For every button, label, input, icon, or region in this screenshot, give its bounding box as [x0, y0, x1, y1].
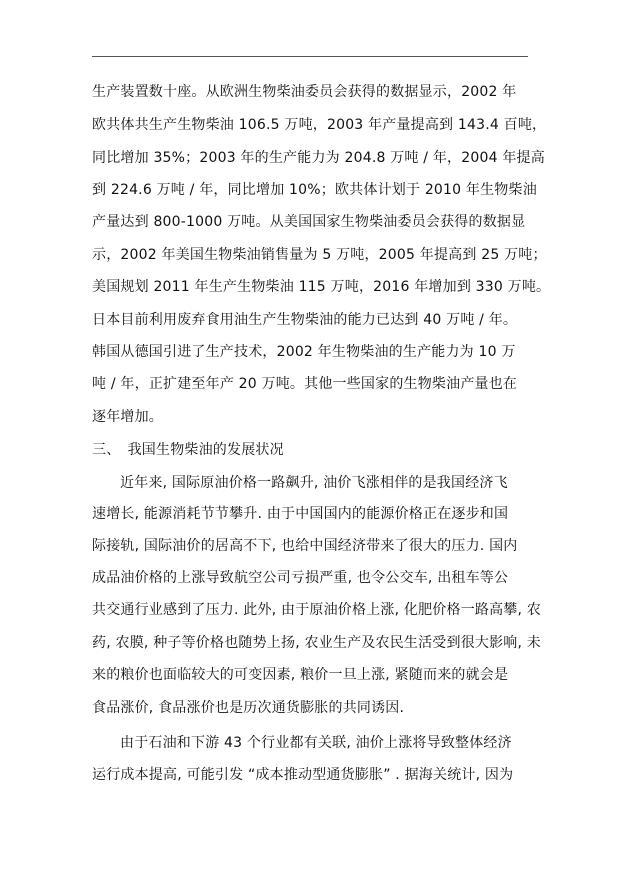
paragraph-line: 食品涨价, 食品涨价也是历次通货膨胀的共同诱因.	[92, 700, 405, 716]
paragraph-line: 生产装置数十座。从欧洲生物柴油委员会获得的数据显示，2002 年	[92, 84, 517, 100]
paragraph-line: 药, 农膜, 种子等价格也随势上扬, 农业生产及农民生活受到很大影响, 未	[92, 635, 541, 651]
paragraph-line: 由于石油和下游 43 个行业都有关联, 油价上涨将导致整体经济	[120, 735, 512, 751]
paragraph-line: 日本目前利用废弃食用油生产生物柴油的能力已达到 40 万吨 / 年。	[92, 312, 518, 328]
paragraph-line: 示，2002 年美国生物柴油销售量为 5 万吨，2005 年提高到 25 万吨；	[92, 247, 547, 263]
section-heading: 三、 我国生物柴油的发展状况	[92, 442, 284, 458]
paragraph-line: 来的粮价也面临较大的可变因素, 粮价一旦上涨, 紧随而来的就会是	[92, 667, 509, 683]
paragraph-line: 运行成本提高, 可能引发 “成本推动型通货膨胀” . 据海关统计, 因为	[92, 767, 514, 783]
paragraph-line: 同比增加 35%；2003 年的生产能力为 204.8 万吨 / 年，2004 年提高	[92, 150, 545, 166]
paragraph-line: 产量达到 800-1000 万吨。从美国国家生物柴油委员会获得的数据显	[92, 214, 526, 230]
paragraph-line: 共交通行业感到了压力. 此外, 由于原油价格上涨, 化肥价格一路高攀, 农	[92, 602, 541, 618]
paragraph-line: 美国规划 2011 年生产生物柴油 115 万吨，2016 年增加到 330 万吨。	[92, 279, 551, 295]
paragraph-line: 逐年增加。	[92, 409, 163, 425]
paragraph-line: 际接轨, 国际油价的居高不下, 也给中国经济带来了很大的压力. 国内	[92, 538, 518, 554]
paragraph-line: 吨 / 年，正扩建至年产 20 万吨。其他一些国家的生物柴油产量也在	[92, 376, 518, 392]
paragraph-line: 近年来, 国际原油价格一路飙升, 油价飞涨相伴的是我国经济飞	[120, 475, 508, 491]
paragraph-line: 欧共体共生产生物柴油 106.5 万吨，2003 年产量提高到 143.4 百吨，	[92, 117, 547, 133]
paragraph-line: 成品油价格的上涨导致航空公司亏损严重, 也令公交车, 出租车等公	[92, 570, 509, 586]
paragraph-line: 到 224.6 万吨 / 年，同比增加 10%；欧共体计划于 2010 年生物柴油	[92, 182, 537, 198]
paragraph-line: 韩国从德国引进了生产技术，2002 年生物柴油的生产能力为 10 万	[92, 344, 516, 360]
paragraph-line: 速增长, 能源消耗节节攀升. 由于中国国内的能源价格正在逐步和国	[92, 506, 509, 522]
header-rule	[92, 56, 528, 57]
